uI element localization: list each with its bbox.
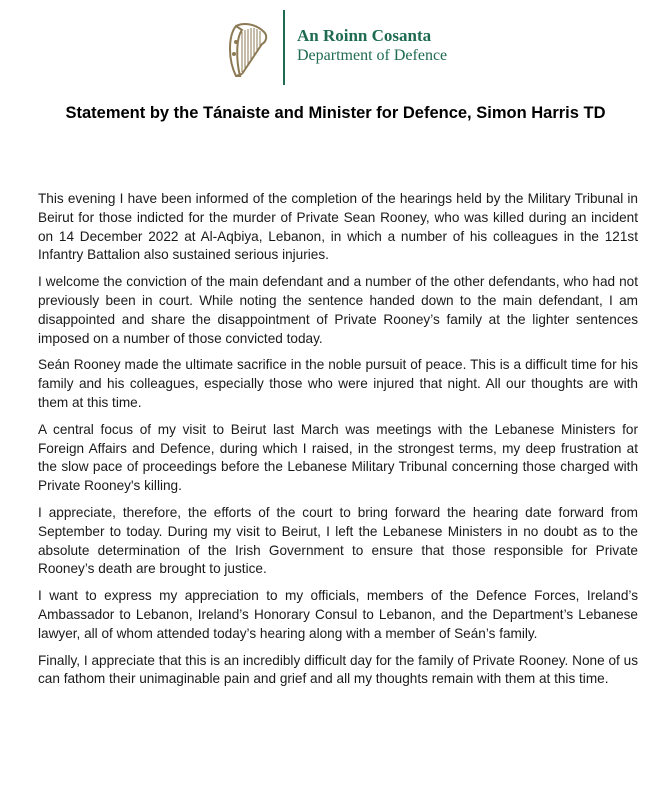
- statement-body: [38, 190, 638, 697]
- department-name-irish: An Roinn Cosanta: [297, 26, 432, 45]
- paragraph: I appreciate, therefore, the efforts of the court to bring forward the hearing date forward from September to today. During my visit to Beirut, I left the Lebanese Ministers in no doubt as to the absolute determination of the Irish Government to ensure that those responsible for Private Rooney’s death are brought to justice.: [38, 504, 638, 577]
- paragraph: A central focus of my visit to Beirut last March was meetings with the Lebanese Ministers for Foreign Affairs and Defence, during which I raised, in the strongest terms, my deep frustration at the slow pace of proceedings before the Lebanese Military Tribunal concerning those charged with Private Rooney's killing.: [38, 421, 638, 494]
- paragraph: Finally, I appreciate that this is an incredibly difficult day for the family of Private Rooney. None of us can fathom their unimaginable pain and grief and all my thoughts remain with them at this time.: [38, 652, 638, 687]
- paragraph: Seán Rooney made the ultimate sacrifice in the noble pursuit of peace. This is a difficult time for his family and his colleagues, especially those who were injured that night. All our thoughts are with them at this time.: [38, 357, 638, 410]
- harp-icon: [222, 20, 272, 82]
- header-divider: [283, 10, 285, 85]
- paragraph: This evening I have been informed of the completion of the hearings held by the Military Tribunal in Beirut for those indicted for the murder of Private Sean Rooney, who was killed during an incident on 14 December 2022 at Al-Aqbiya, Lebanon, in which a number of his colleagues in the 121st Infantry Battalion also sustained serious injuries.: [38, 191, 638, 263]
- department-name-english: Department of Defence: [297, 47, 448, 64]
- paragraph: I welcome the conviction of the main defendant and a number of the other defendants, who had not previously been in court. While noting the sentence handed down to the main defendant, I am disappointed and share the disappointment of Private Rooney’s family at the lighter sentences imposed on a number of those convicted today.: [38, 274, 638, 346]
- department-header: [0, 0, 671, 95]
- statement-title: Statement by the Tánaiste and Minister for Defence, Simon Harris TD: [65, 104, 606, 122]
- paragraph: I want to express my appreciation to my officials, members of the Defence Forces, Ireland’s Ambassador to Lebanon, Ireland’s Honorary Consul to Lebanon, and the Department’s Lebanese lawyer, all of whom attended today’s hearing along with a member of Seán’s family.: [38, 588, 638, 641]
